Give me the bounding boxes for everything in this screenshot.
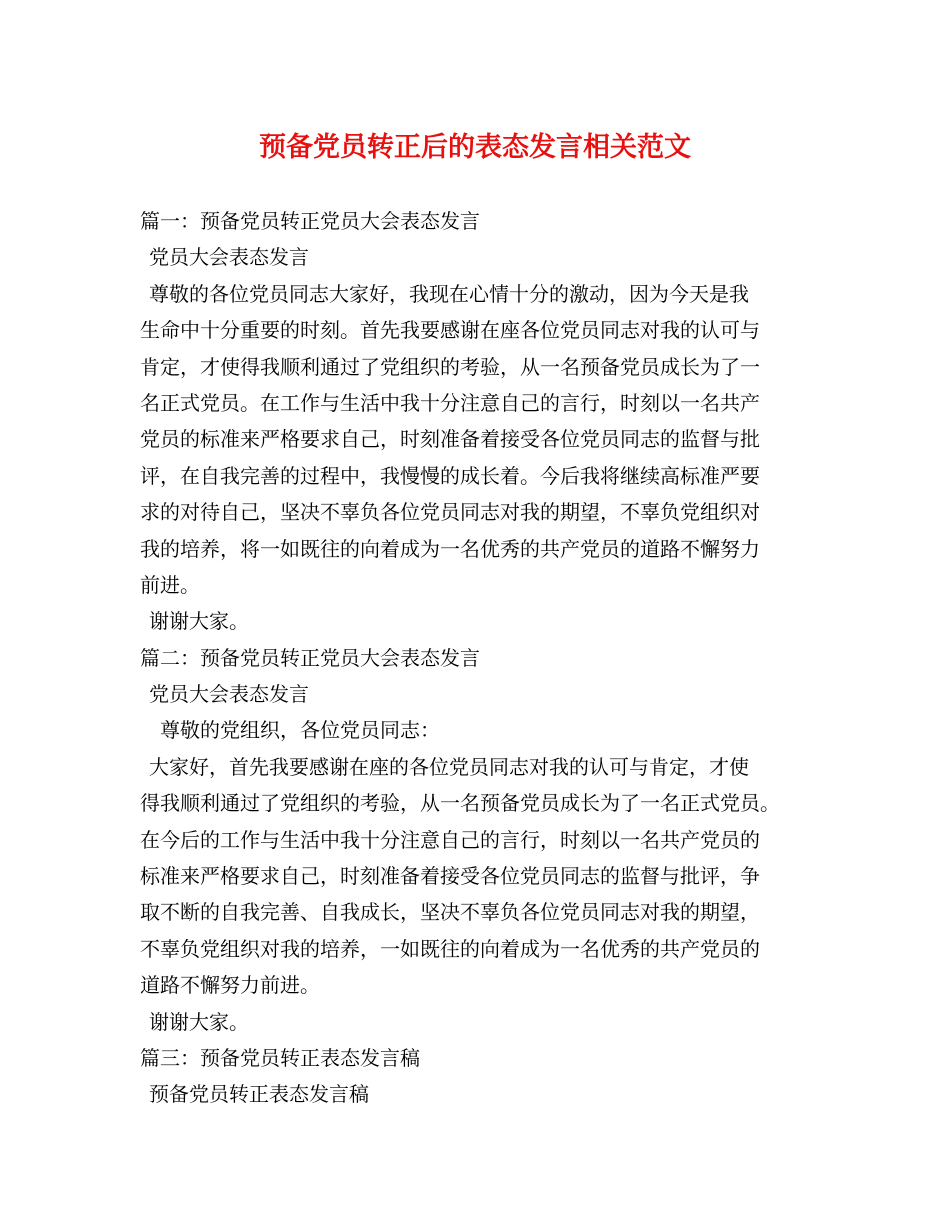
section-subtitle-1: 党员大会表态发言 xyxy=(149,245,309,270)
paragraph-line: 生命中十分重要的时刻。首先我要感谢在座各位党员同志对我的认可与 xyxy=(140,318,760,343)
paragraph-line: 前进。 xyxy=(140,572,200,597)
paragraph-line: 尊敬的各位党员同志大家好，我现在心情十分的激动，因为今天是我 xyxy=(149,281,749,306)
closing-line: 谢谢大家。 xyxy=(149,609,249,634)
section-heading-1: 篇一：预备党员转正党员大会表态发言 xyxy=(140,209,480,233)
paragraph-line: 名正式党员。在工作与生活中我十分注意自己的言行，时刻以一名共产 xyxy=(140,390,760,415)
paragraph-line: 道路不懈努力前进。 xyxy=(140,973,320,998)
paragraph-line: 党员的标准来严格要求自己，时刻准备着接受各位党员同志的监督与批 xyxy=(140,427,760,452)
salutation-line: 尊敬的党组织，各位党员同志： xyxy=(160,718,440,743)
document-title: 预备党员转正后的表态发言相关范文 xyxy=(259,132,691,163)
section-subtitle-3: 预备党员转正表态发言稿 xyxy=(149,1082,369,1107)
paragraph-line: 评，在自我完善的过程中，我慢慢的成长着。今后我将继续高标准严要 xyxy=(140,463,760,488)
paragraph-line: 取不断的自我完善、自我成长，坚决不辜负各位党员同志对我的期望， xyxy=(140,900,760,925)
paragraph-line: 标准来严格要求自己，时刻准备着接受各位党员同志的监督与批评，争 xyxy=(140,864,760,889)
closing-line: 谢谢大家。 xyxy=(149,1009,249,1034)
section-subtitle-2: 党员大会表态发言 xyxy=(149,682,309,707)
document-body xyxy=(140,203,820,1113)
paragraph-line: 求的对待自己，坚决不辜负各位党员同志对我的期望，不辜负党组织对 xyxy=(140,500,760,525)
section-heading-3: 篇三：预备党员转正表态发言稿 xyxy=(140,1045,420,1070)
paragraph-line: 不辜负党组织对我的培养，一如既往的向着成为一名优秀的共产党员的 xyxy=(140,936,760,961)
paragraph-line: 肯定，才使得我顺利通过了党组织的考验，从一名预备党员成长为了一 xyxy=(140,354,760,379)
paragraph-line: 我的培养，将一如既往的向着成为一名优秀的共产党员的道路不懈努力 xyxy=(140,536,760,561)
paragraph-line: 在今后的工作与生活中我十分注意自己的言行，时刻以一名共产党员的 xyxy=(140,827,760,852)
section-heading-2: 篇二：预备党员转正党员大会表态发言 xyxy=(140,645,480,670)
paragraph-line: 大家好，首先我要感谢在座的各位党员同志对我的认可与肯定，才使 xyxy=(149,754,749,779)
paragraph-line: 得我顺利通过了党组织的考验，从一名预备党员成长为了一名正式党员。 xyxy=(140,791,780,816)
